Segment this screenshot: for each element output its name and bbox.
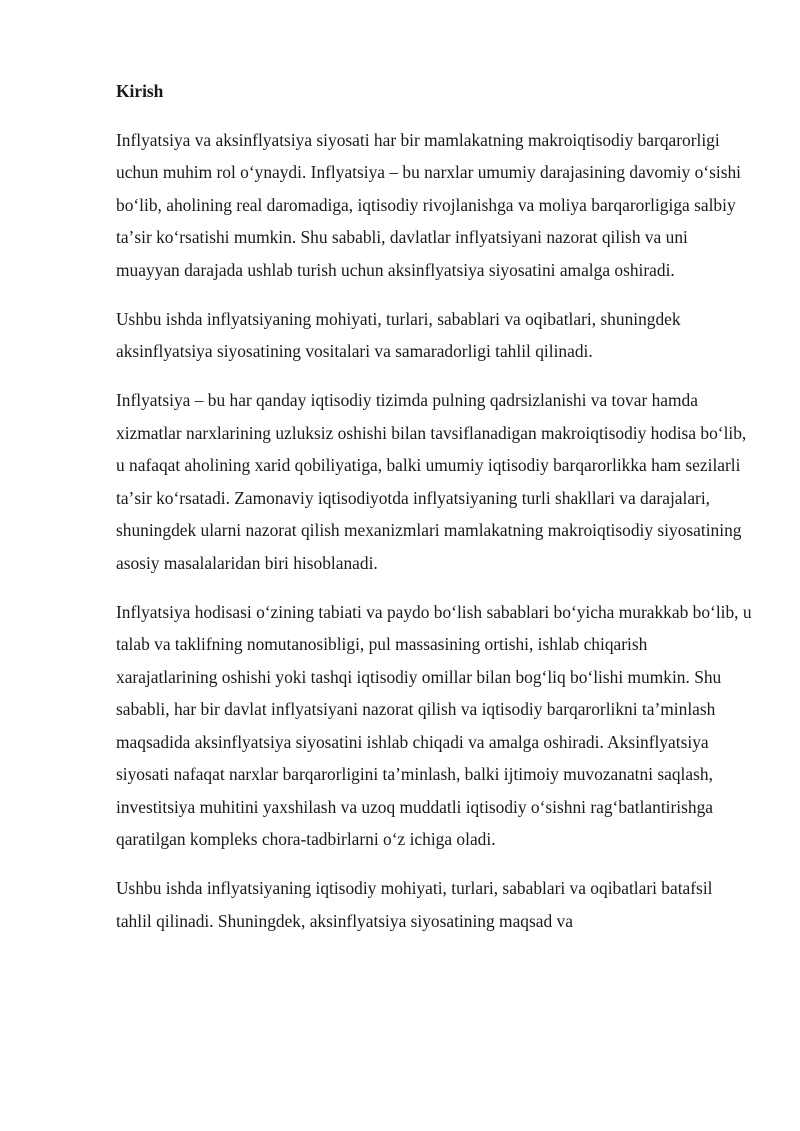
paragraph-1: Inflyatsiya va aksinflyatsiya siyosati har bir mamlakatning makroiqtisodiy barqarorligi uchun muhim rol oʻynaydi. Inflyatsiya – bu narxlar umumiy darajasining davomiy oʻsishi boʻlib, aholining real daromadiga, iqtisodiy rivojlanishga va moliya barqarorligiga salbiy taʼsir koʻrsatishi mumkin. Shu sababli, davlatlar inflyatsiyani nazorat qilish va uni muayyan darajada ushlab turish uchun aksinflyatsiya siyosatini amalga oshiradi. (116, 129, 741, 280)
paragraph-4: Inflyatsiya hodisasi oʻzining tabiati va paydo boʻlish sabablari boʻyicha murakkab boʻlib, u talab va taklifning nomutanosibligi, pul massasining ortishi, ishlab chiqarish xarajatlarining oshishi yoki tashqi iqtisodiy omillar bilan bogʻliq boʻlishi mumkin. Shu sababli, har bir davlat inflyatsiyani nazorat qilish va iqtisodiy barqarorlikni taʼminlash maqsadida aksinflyatsiya siyosatini ishlab chiqadi va amalga oshiradi. Aksinflyatsiya siyosati nafaqat narxlar barqarorligini taʼminlash, balki ijtimoiy muvozanatni saqlash, investitsiya muhitini yaxshilash va uzoq muddatli iqtisodiy oʻsishni ragʻbatlantirishga qaratilgan kompleks chora-tadbirlarni oʻz ichiga oladi. (116, 601, 752, 849)
paragraph-2: Ushbu ishda inflyatsiyaning mohiyati, turlari, sabablari va oqibatlari, shuningdek aksinflyatsiya siyosatining vositalari va samaradorligi tahlil qilinadi. (116, 308, 681, 361)
paragraph-3: Inflyatsiya – bu har qanday iqtisodiy tizimda pulning qadrsizlanishi va tovar hamda xizmatlar narxlarining uzluksiz oshishi bilan tavsiflanadigan makroiqtisodiy hodisa boʻlib, u nafaqat aholining xarid qobiliyatiga, balki umumiy iqtisodiy barqarorlikka ham sezilarli taʼsir koʻrsatadi. Zamonaviy iqtisodiyotda inflyatsiyaning turli shakllari va darajalari, shuningdek ularni nazorat qilish mexanizmlari mamlakatning makroiqtisodiy siyosatining asosiy masalalaridan biri hisoblanadi. (116, 390, 747, 573)
document-body (116, 75, 752, 954)
paragraph-5: Ushbu ishda inflyatsiyaning iqtisodiy mohiyati, turlari, sabablari va oqibatlari batafsil tahlil qilinadi. Shuningdek, aksinflyatsiya siyosatining maqsad va (116, 878, 713, 931)
section-heading: Kirish (116, 81, 164, 101)
